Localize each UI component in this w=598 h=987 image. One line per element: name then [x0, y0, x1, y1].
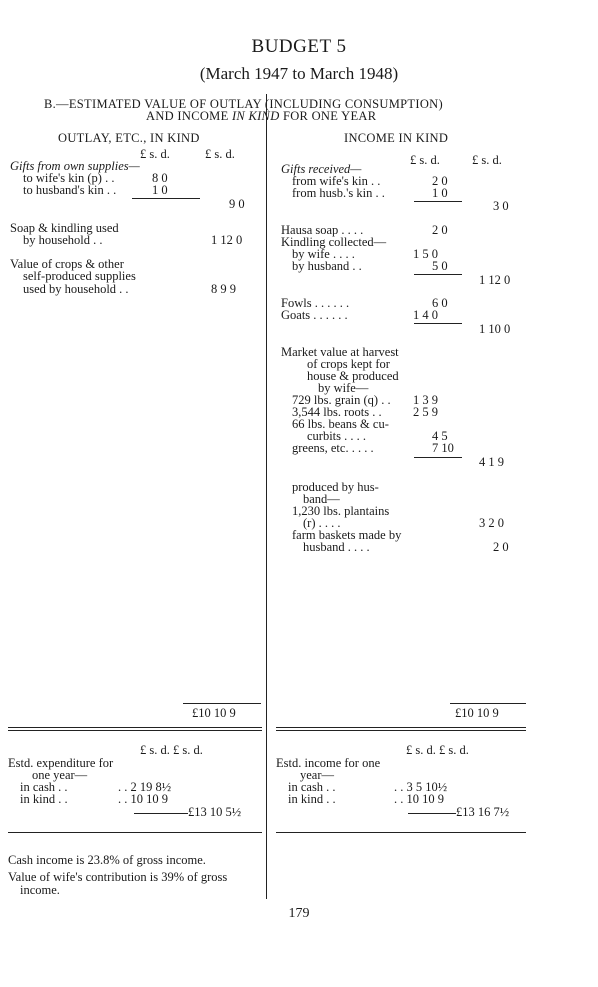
- outlay-soap-line1: Soap & kindling used: [10, 221, 119, 235]
- income-gifts-total: 3 0: [493, 199, 509, 213]
- period-subtitle: (March 1947 to March 1948): [199, 64, 399, 83]
- estd-exp-kind: in kind . .: [20, 792, 68, 806]
- estd-exp-cash: in cash . .: [20, 780, 68, 794]
- estd-inc-kind-amount: . . 10 10 9: [394, 792, 444, 806]
- income-gifts-rule: [414, 201, 462, 202]
- estd-inc-col-head: £ s. d. £ s. d.: [406, 743, 469, 757]
- income-wife-total: 4 1 9: [479, 455, 504, 469]
- income-greens-amount: 7 10: [432, 441, 454, 455]
- estd-inc-bottom-rule: [276, 832, 526, 833]
- income-by-husband: by husband . .: [292, 259, 362, 273]
- outlay-col-head-2: £ s. d.: [205, 147, 235, 161]
- outlay-husband-kin: to husband's kin . .: [23, 183, 117, 197]
- outlay-soap-line2: by household . .: [23, 233, 103, 247]
- center-divider: [266, 94, 267, 899]
- income-hausa-soap-amount: 2 0: [432, 223, 448, 237]
- outlay-total-rule-bottom: [8, 727, 262, 728]
- estd-inc-total: £13 16 7½: [456, 805, 510, 819]
- note-wife-line1: Value of wife's contribution is 39% of gross: [8, 870, 228, 884]
- outlay-wife-kin: to wife's kin (p) . .: [23, 171, 115, 185]
- income-market-line2: of crops kept for: [307, 357, 390, 371]
- income-roots-amount: 2 5 9: [413, 405, 438, 419]
- estd-inc-cash-amount: . . 3 5 10½: [394, 780, 448, 794]
- income-market-line3: house & produced: [307, 369, 399, 383]
- income-kindling: Kindling collected—: [281, 235, 387, 249]
- income-beans-amount: 4 5: [432, 429, 448, 443]
- income-husb-line1: produced by hus-: [292, 480, 379, 494]
- income-from-husb-amount: 1 0: [432, 186, 448, 200]
- income-plantains-total: 3 2 0: [479, 516, 504, 530]
- estd-inc-rule: [408, 813, 456, 814]
- outlay-gifts-rule: [132, 198, 200, 199]
- income-soap-rule: [414, 274, 462, 275]
- income-total-rule-double: [276, 730, 526, 731]
- outlay-grand-total: £10 10 9: [192, 706, 236, 720]
- estd-inc-label-line1: Estd. income for one: [276, 756, 381, 770]
- estd-inc-kind: in kind . .: [288, 792, 336, 806]
- income-beans-line1: 66 lbs. beans & cu-: [292, 417, 389, 431]
- page-number: 179: [288, 906, 310, 921]
- section-heading-line1: B.—ESTIMATED VALUE OF OUTLAY (INCLUDING CONSUMPTION): [44, 97, 443, 111]
- estd-exp-rule: [134, 813, 188, 814]
- outlay-gifts-total: 9 0: [229, 197, 245, 211]
- outlay-heading: OUTLAY, ETC., IN KIND: [58, 131, 200, 145]
- income-beans-line2: curbits . . . .: [307, 429, 367, 443]
- outlay-crops-line2: self-produced supplies: [23, 269, 136, 283]
- income-goats: Goats . . . . . .: [281, 308, 348, 322]
- estd-inc-label-line2: year—: [300, 768, 335, 782]
- outlay-husband-kin-amount: 1 0: [152, 183, 168, 197]
- income-col-head-2: £ s. d.: [472, 153, 502, 167]
- section-heading-line2: [146, 109, 376, 124]
- outlay-soap-total: 1 12 0: [211, 233, 243, 247]
- note-wife-line2: income.: [20, 883, 60, 897]
- income-from-wife-amount: 2 0: [432, 174, 448, 188]
- income-grain: 729 lbs. grain (q) . .: [292, 393, 391, 407]
- section-heading-part: FOR ONE YEAR: [279, 109, 377, 123]
- outlay-gifts-label: Gifts from own supplies—: [10, 159, 140, 173]
- income-grand-total: £10 10 9: [455, 706, 499, 720]
- income-market-line4: by wife—: [318, 381, 369, 395]
- page-title: BUDGET 5: [251, 36, 347, 57]
- income-from-wife: from wife's kin . .: [292, 174, 381, 188]
- estd-exp-col-head: £ s. d. £ s. d.: [140, 743, 203, 757]
- income-fowls-amount: 6 0: [432, 296, 448, 310]
- income-heading: INCOME IN KIND: [344, 131, 449, 145]
- income-total-rule-bottom: [276, 727, 526, 728]
- outlay-crops-total: 8 9 9: [211, 282, 236, 296]
- income-baskets-total: 2 0: [493, 540, 509, 554]
- income-baskets-line1: farm baskets made by: [292, 528, 402, 542]
- estd-inc-cash: in cash . .: [288, 780, 336, 794]
- income-baskets-line2: husband . . . .: [303, 540, 370, 554]
- income-plantains-line2: (r) . . . .: [303, 516, 341, 530]
- estd-exp-total: £13 10 5½: [188, 805, 242, 819]
- outlay-crops-line1: Value of crops & other: [10, 257, 124, 271]
- income-soap-total: 1 12 0: [479, 273, 511, 287]
- income-by-husband-amount: 5 0: [432, 259, 448, 273]
- estd-exp-label-line2: one year—: [32, 768, 88, 782]
- estd-exp-label-line1: Estd. expenditure for: [8, 756, 114, 770]
- income-husb-line2: band—: [303, 492, 340, 506]
- income-market-line1: Market value at harvest: [281, 345, 399, 359]
- section-heading-italic: IN KIND: [231, 109, 280, 123]
- income-fowls: Fowls . . . . . .: [281, 296, 350, 310]
- outlay-col-head-1: £ s. d.: [140, 147, 170, 161]
- section-heading-part: AND INCOME: [146, 109, 232, 123]
- income-gifts-label: Gifts received—: [281, 162, 362, 176]
- income-plantains-line1: 1,230 lbs. plantains: [292, 504, 390, 518]
- income-animals-rule: [414, 323, 462, 324]
- income-greens: greens, etc. . . . .: [292, 441, 374, 455]
- estd-exp-bottom-rule: [8, 832, 262, 833]
- income-wife-rule: [414, 457, 462, 458]
- income-hausa-soap: Hausa soap . . . .: [281, 223, 364, 237]
- income-col-head-1: £ s. d.: [410, 153, 440, 167]
- income-from-husb: from husb.'s kin . .: [292, 186, 385, 200]
- outlay-crops-line3: used by household . .: [23, 282, 129, 296]
- income-goats-amount: 1 4 0: [413, 308, 438, 322]
- outlay-total-rule-double: [8, 730, 262, 731]
- outlay-total-rule-top: [183, 703, 261, 704]
- estd-exp-cash-amount: . . 2 19 8½: [118, 780, 172, 794]
- income-by-wife: by wife . . . .: [292, 247, 355, 261]
- income-total-rule-top: [450, 703, 526, 704]
- outlay-wife-kin-amount: 8 0: [152, 171, 168, 185]
- income-by-wife-amount: 1 5 0: [413, 247, 438, 261]
- income-roots: 3,544 lbs. roots . .: [292, 405, 382, 419]
- note-cash-percent: Cash income is 23.8% of gross income.: [8, 853, 206, 867]
- income-animals-total: 1 10 0: [479, 322, 511, 336]
- income-grain-amount: 1 3 9: [413, 393, 438, 407]
- estd-exp-kind-amount: . . 10 10 9: [118, 792, 168, 806]
